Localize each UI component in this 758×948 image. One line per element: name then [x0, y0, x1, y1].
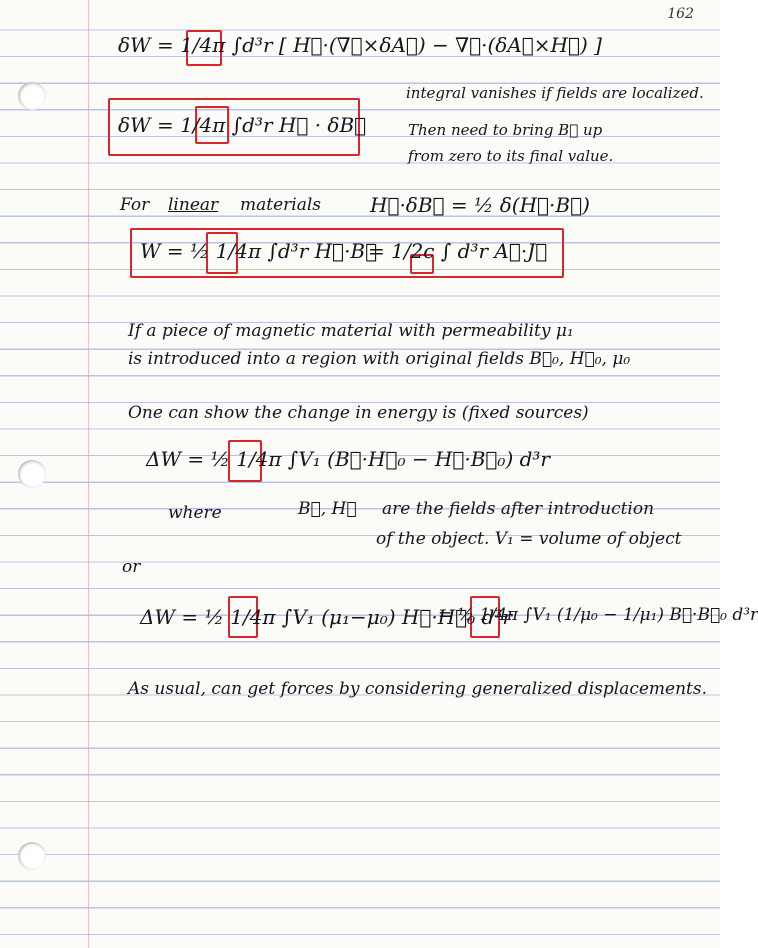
- text-forces-displacements: As usual, can get forces by considering generalized displacements.: [128, 679, 708, 699]
- equation-deltaW-permeability: ΔW = ½ 1/4π ∫V₁ (μ₁−μ₀) H⃗·H⃗₀ d³r: [140, 605, 512, 629]
- text-where: where: [168, 503, 222, 523]
- text-of-the-object: of the object. V₁ = volume of object: [376, 529, 682, 549]
- equation-deltaW-expanded: δW = 1/4π ∫d³r [ H⃗·(∇⃗×δA⃗) − ∇⃗·(δA⃗×H⃗) ]: [118, 33, 602, 57]
- text-for: For: [120, 195, 150, 215]
- paragraph-change-energy: One can show the change in energy is (fixed sources): [128, 403, 589, 423]
- margin-line: [88, 0, 89, 948]
- equation-energy-right: = 1/2c ∫ d³r A⃗·J⃗: [368, 239, 548, 263]
- paragraph-magnetic-material: If a piece of magnetic material with permeability μ₁: [128, 321, 574, 341]
- text-materials: materials: [240, 195, 322, 215]
- text-where-fields: B⃗, H⃗: [298, 499, 357, 519]
- equation-deltaW-inverse-permeability: = ½ 1/4π ∫V₁ (1/μ₀ − 1/μ₁) B⃗·B⃗₀ d³r: [438, 605, 758, 625]
- binder-hole-top: [18, 82, 46, 110]
- page-number: 162: [667, 6, 694, 22]
- note-bring-B-up: Then need to bring B⃗ up: [408, 121, 603, 139]
- note-from-zero: from zero to its final value.: [408, 147, 614, 165]
- text-linear: linear: [168, 195, 219, 215]
- binder-hole-bottom: [18, 842, 46, 870]
- equation-deltaW-fixed-sources: ΔW = ½ 1/4π ∫V₁ (B⃗·H⃗₀ − H⃗·B⃗₀) d³r: [146, 447, 550, 471]
- binder-hole-middle: [18, 460, 46, 488]
- note-integral-vanishes: integral vanishes if fields are localized.: [406, 84, 704, 102]
- equation-linear-identity: H⃗·δB⃗ = ½ δ(H⃗·B⃗): [370, 193, 590, 217]
- equation-energy-left: W = ½ 1/4π ∫d³r H⃗·B⃗: [140, 239, 378, 263]
- equation-deltaW: δW = 1/4π ∫d³r H⃗ · δB⃗: [118, 113, 367, 137]
- text-fields-after-introduction: are the fields after introduction: [382, 499, 655, 519]
- paragraph-introduced-region: is introduced into a region with original fields B⃗₀, H⃗₀, μ₀: [128, 349, 631, 369]
- text-or: or: [122, 557, 141, 577]
